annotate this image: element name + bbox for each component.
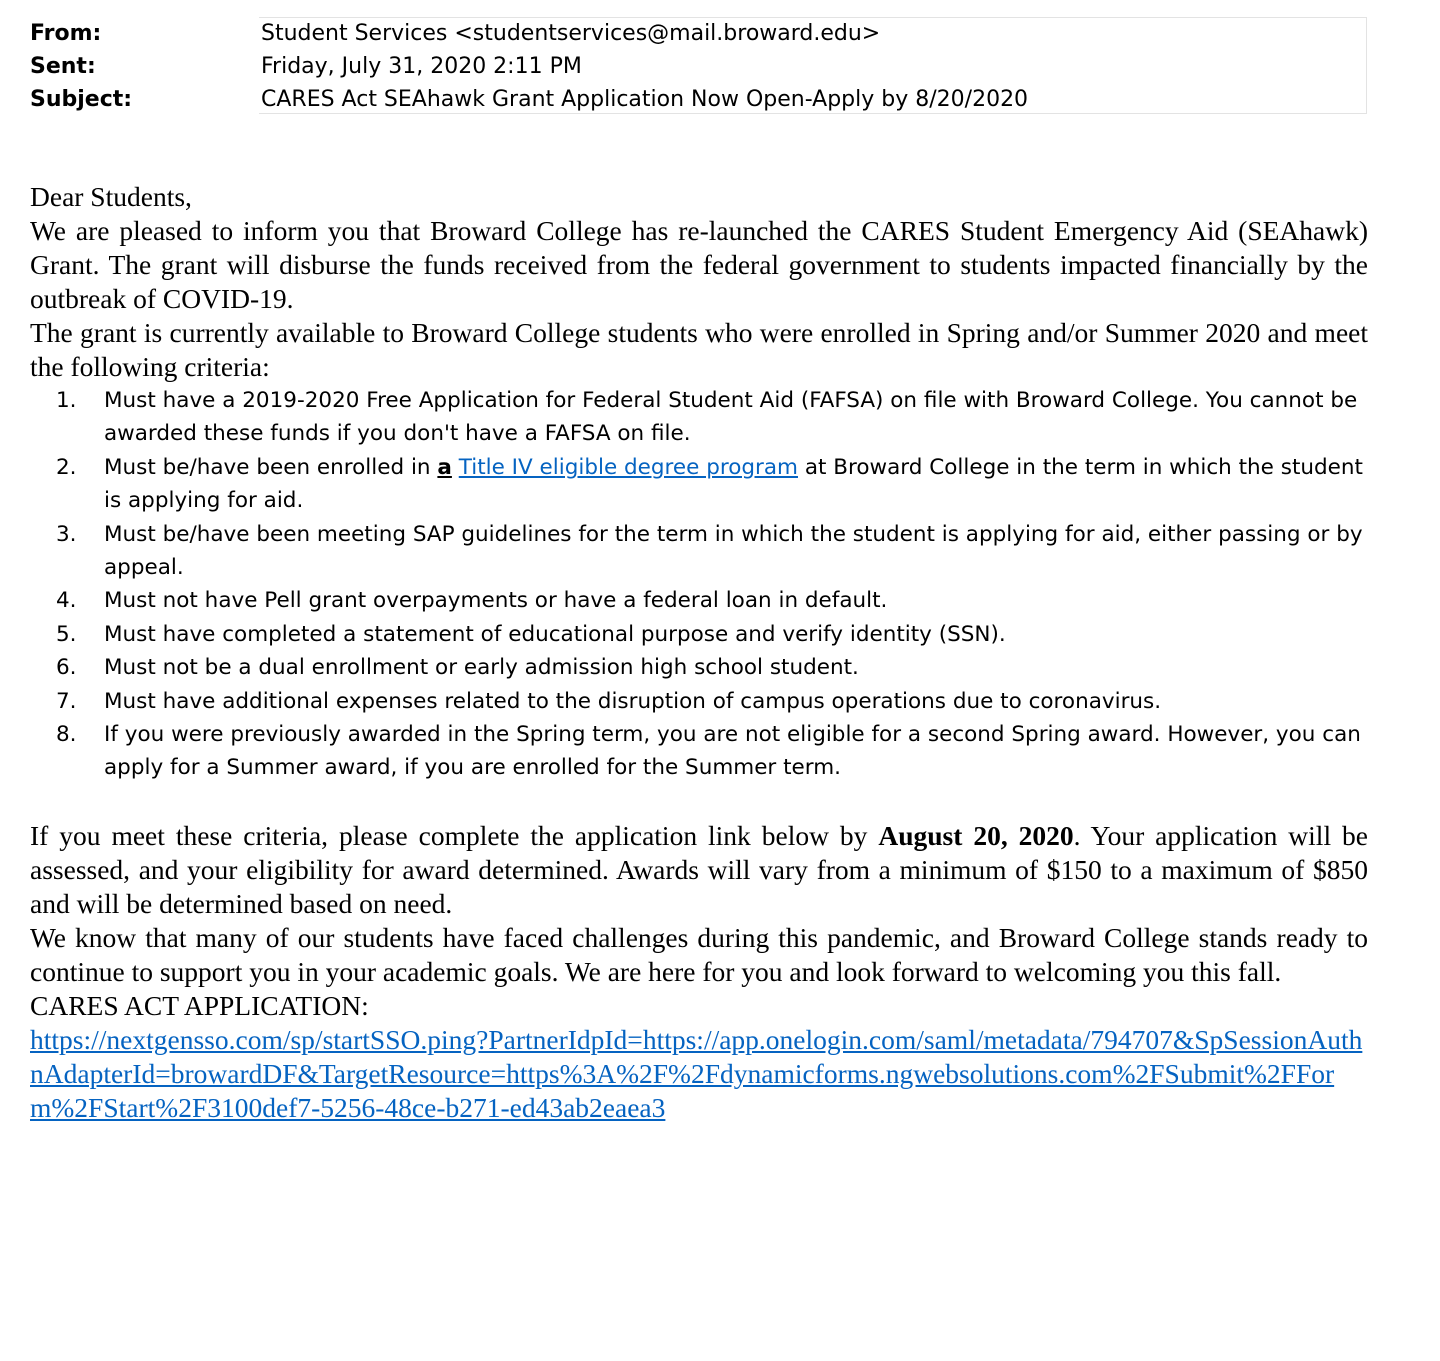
list-number: 4. [56, 588, 77, 614]
from-value[interactable]: Student Services <studentservices@mail.broward.edu> [261, 21, 881, 46]
greeting: Dear Students, [30, 181, 192, 212]
list-number: 6. [56, 655, 77, 681]
header-from-row [30, 17, 1368, 50]
list-item [30, 451, 1368, 518]
list-item [30, 518, 1368, 585]
list-text: Must have a 2019-2020 Free Application for Federal Student Aid (FAFSA) on file with Broward College. You cannot be awarded these funds if you don't have a FAFSA on file. [104, 388, 1358, 447]
header-subject-row [30, 83, 1368, 116]
list-text: Must not be a dual enrollment or early admission high school student. [104, 655, 859, 681]
list-number: 2. [56, 454, 77, 480]
deadline-paragraph [30, 819, 1368, 921]
list-text-pre: Must be/have been enrolled in [104, 454, 438, 480]
subject-label: Subject: [30, 87, 133, 112]
list-text: If you were previously awarded in the Spring term, you are not eligible for a second Spring award. However, you can apply for a Summer award, if you are enrolled for the Summer term. [104, 722, 1361, 781]
list-item [30, 384, 1368, 451]
deadline-post: . Your application will be assessed, and your eligibility for award determined. Awards will vary from a minimum of $150 to a maximum of $850 and will be determined based on need. [30, 819, 1368, 919]
deadline-pre: If you meet these criteria, please complete the application link below by [30, 819, 879, 851]
list-text: Must not have Pell grant overpayments or have a federal loan in default. [104, 588, 888, 614]
email-body [30, 180, 1368, 1125]
list-number: 7. [56, 688, 77, 714]
application-label: CARES ACT APPLICATION: [30, 989, 369, 1021]
article-bold: a [437, 454, 452, 480]
list-item [30, 651, 1368, 684]
sent-label: Sent: [30, 54, 96, 79]
deadline-date: August 20, 2020 [878, 819, 1074, 851]
title-iv-program-link[interactable]: Title IV eligible degree program [458, 454, 798, 480]
list-number: 8. [56, 722, 77, 748]
header-sent-row [30, 50, 1368, 83]
email-header [30, 17, 1368, 116]
subject-value: CARES Act SEAhawk Grant Application Now Open-Apply by 8/20/2020 [261, 87, 1029, 112]
list-number: 3. [56, 521, 77, 547]
criteria-list [30, 384, 1368, 785]
list-text: Must have completed a statement of educational purpose and verify identity (SSN). [104, 621, 1006, 647]
list-item [30, 718, 1368, 785]
list-item [30, 584, 1368, 617]
application-link[interactable]: https://nextgensso.com/sp/startSSO.ping?PartnerIdpId=https://app.onelogin.com/saml/metadata/794707&SpSessionAuthnAdapterId=browardDF&TargetResource=https%3A%2F%2Fdynamicforms.ngwebsolutions.com%2FSubmit%2FForm%2FStart%2F3100def7-5256-48ce-b271-ed43ab2eaea3 [30, 1023, 1363, 1123]
list-item [30, 618, 1368, 651]
list-number: 5. [56, 621, 77, 647]
list-text: Must have additional expenses related to the disruption of campus operations due to coronavirus. [104, 688, 1162, 714]
availability-paragraph: The grant is currently available to Broward College students who were enrolled in Spring and/or Summer 2020 and meet the following criteria: [30, 317, 1368, 382]
closing-paragraph: We know that many of our students have faced challenges during this pandemic, and Broward College stands ready to continue to support you in your academic goals. We are here for you and look forward to welcoming you this fall. [30, 921, 1368, 987]
list-text-post: at Broward College in the term in which the student is applying for aid. [104, 454, 1363, 514]
list-text: Must be/have been meeting SAP guidelines for the term in which the student is applying for aid, either passing or by appeal. [104, 521, 1363, 581]
from-label: From: [30, 21, 102, 46]
sent-value: Friday, July 31, 2020 2:11 PM [261, 54, 582, 79]
list-item [30, 685, 1368, 718]
list-number: 1. [56, 388, 77, 413]
intro-paragraph: We are pleased to inform you that Broward College has re-launched the CARES Student Emergency Aid (SEAhawk) Grant. The grant will disburse the funds received from the federal government to students impacted financially by the outbreak of COVID-19. [30, 215, 1368, 314]
